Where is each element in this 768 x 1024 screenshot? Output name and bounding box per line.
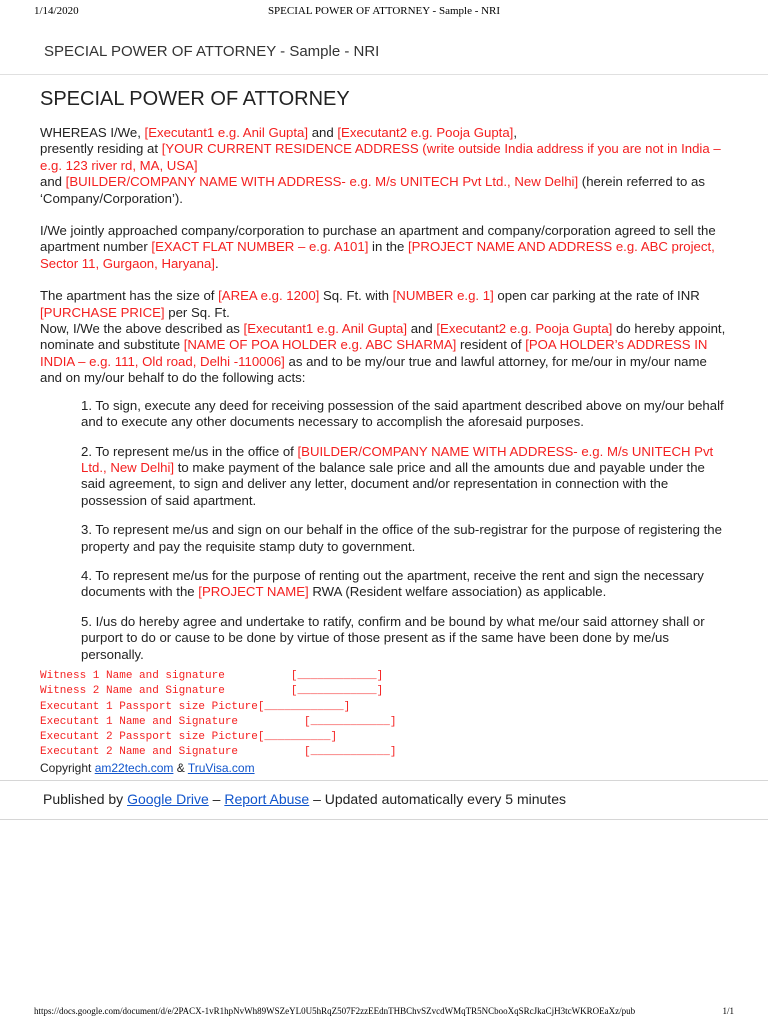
text: 2. To represent me/us in the office of — [81, 443, 298, 459]
published-separator: – — [208, 791, 225, 807]
text: open car parking at the rate of INR — [493, 288, 700, 304]
copyright-prefix: Copyright — [40, 760, 95, 775]
placeholder-executant1: [Executant1 e.g. Anil Gupta] — [144, 125, 309, 140]
paragraph-approach — [40, 223, 728, 272]
text: per Sq. Ft. — [164, 304, 230, 320]
published-suffix: – Updated automatically every 5 minutes — [309, 791, 566, 807]
published-text — [43, 791, 566, 807]
signature-line: Executant 1 Passport size Picture[____________] — [40, 700, 351, 713]
placeholder-flat-number: [EXACT FLAT NUMBER – e.g. A101] — [151, 239, 369, 255]
copyright-separator: & — [173, 760, 188, 775]
placeholder-purchase-price: [PURCHASE PRICE] — [40, 304, 165, 320]
copyright — [40, 761, 728, 775]
report-abuse-link[interactable]: Report Abuse — [224, 791, 310, 807]
placeholder-builder-company: [BUILDER/COMPANY NAME WITH ADDRESS- e.g. M/s UNITECH Pvt Ltd., New Delhi] — [81, 443, 714, 475]
print-footer — [0, 1002, 768, 1024]
text: presently residing at — [40, 141, 162, 157]
page-number: 1/1 — [722, 1006, 734, 1016]
list-item — [81, 444, 728, 510]
signature-block — [40, 669, 728, 761]
placeholder-executant2: [Executant2 e.g. Pooja Gupta] — [436, 321, 613, 337]
text: in the — [368, 239, 408, 255]
text: resident of — [456, 337, 526, 353]
text: to make payment of the balance sale price and all the amounts due and payable under the said agreement, to sign and deliver any letter, document and/or representation in connection with the possession of said apartment. — [81, 459, 705, 508]
list-item: 5. I/us do hereby agree and undertake to ratify, confirm and be bound by what me/our said attorney shall or purport to do or cause to be done by virtue of those present as if the same have been done by me/us personally. — [81, 613, 705, 662]
text: and — [40, 174, 66, 190]
published-bar — [0, 780, 768, 820]
placeholder-area: [AREA e.g. 1200] — [218, 288, 320, 304]
placeholder-poa-holder-address: [POA HOLDER’s ADDRESS IN INDIA – e.g. 111, Old road, Delhi -110006] — [40, 337, 708, 369]
placeholder-executant1: [Executant1 e.g. Anil Gupta] — [243, 321, 408, 337]
published-prefix: Published by — [43, 791, 128, 807]
document-header-title: SPECIAL POWER OF ATTORNEY - Sample - NRI — [44, 43, 380, 60]
signature-line: Witness 1 Name and signature [____________] — [40, 669, 384, 682]
text: WHEREAS I/We, — [40, 125, 145, 140]
text: . — [214, 255, 219, 271]
text: as and to be my/our true and lawful attorney, for me/our in my/our name and on my/our behalf to do the following acts: — [40, 353, 707, 386]
placeholder-residence-address: [YOUR CURRENT RESIDENCE ADDRESS (write outside India address if you are not in India – e.g. 123 river rd, MA, USA] — [40, 141, 721, 173]
paragraph-appointment — [40, 321, 728, 387]
document-header — [0, 34, 768, 75]
truvisa-link[interactable]: TruVisa.com — [187, 760, 255, 775]
text: I/We jointly approached company/corporation to purchase an apartment and company/corporation agreed to sell the apartment number — [40, 223, 716, 255]
signature-line: Executant 2 Passport size Picture[__________] — [40, 731, 338, 744]
text: Sq. Ft. with — [319, 288, 393, 304]
text: do hereby appoint, nominate and substitute — [40, 321, 726, 353]
am22tech-link[interactable]: am22tech.com — [94, 760, 174, 775]
print-url: https://docs.google.com/document/d/e/2PACX-1vR1hpNvWh89WSZeYL0U5hRqZ507F2zzEEdnTHBChvSZvcdWMqTR5NCbooXqSRcJkaCjH3tcWKROEaXz/pub — [34, 1006, 636, 1016]
placeholder-executant2: [Executant2 e.g. Pooja Gupta] — [337, 125, 514, 140]
signature-line: Executant 2 Name and Signature [____________] — [40, 746, 397, 759]
text: , — [513, 125, 518, 140]
placeholder-project-name: [PROJECT NAME] — [198, 584, 309, 600]
placeholder-builder-company: [BUILDER/COMPANY NAME WITH ADDRESS- e.g. M/s UNITECH Pvt Ltd., New Delhi] — [65, 174, 579, 190]
text: and — [407, 321, 437, 337]
signature-line: Executant 1 Name and Signature [____________] — [40, 715, 397, 728]
placeholder-poa-holder-name: [NAME OF POA HOLDER e.g. ABC SHARMA] — [183, 337, 457, 353]
list-item — [81, 568, 728, 601]
signature-line: Witness 2 Name and Signature [____________] — [40, 685, 384, 698]
placeholder-project-name-address: [PROJECT NAME AND ADDRESS e.g. ABC project, Sector 11, Gurgaon, Haryana] — [40, 239, 715, 271]
text: Now, I/We the above described as — [40, 321, 244, 337]
placeholder-parking-number: [NUMBER e.g. 1] — [392, 288, 494, 304]
document-body — [40, 88, 728, 775]
text: 4. To represent me/us for the purpose of renting out the apartment, receive the rent and sign the necessary documents with the — [81, 567, 704, 600]
text: (herein referred to as ‘Company/Corporation’). — [40, 174, 705, 206]
paragraph-apartment-size — [40, 288, 728, 321]
text: and — [308, 125, 338, 140]
document-heading: SPECIAL POWER OF ATTORNEY — [40, 88, 350, 110]
text: RWA (Resident welfare association) as applicable. — [308, 584, 607, 600]
list-item: 3. To represent me/us and sign on our behalf in the office of the sub-registrar for the purpose of registering the property and pay the requisite stamp duty to government. — [81, 522, 722, 554]
paragraph-whereas — [40, 125, 728, 207]
print-header — [0, 0, 768, 20]
list-item: 1. To sign, execute any deed for receiving possession of the said apartment described above on my/our behalf and to execute any other documents necessary to accomplish the aforesaid purposes. — [81, 397, 724, 430]
print-date: 1/14/2020 — [34, 5, 79, 17]
print-title: SPECIAL POWER OF ATTORNEY - Sample - NRI — [267, 5, 501, 17]
google-drive-link[interactable]: Google Drive — [127, 791, 209, 807]
text: The apartment has the size of — [40, 288, 219, 304]
